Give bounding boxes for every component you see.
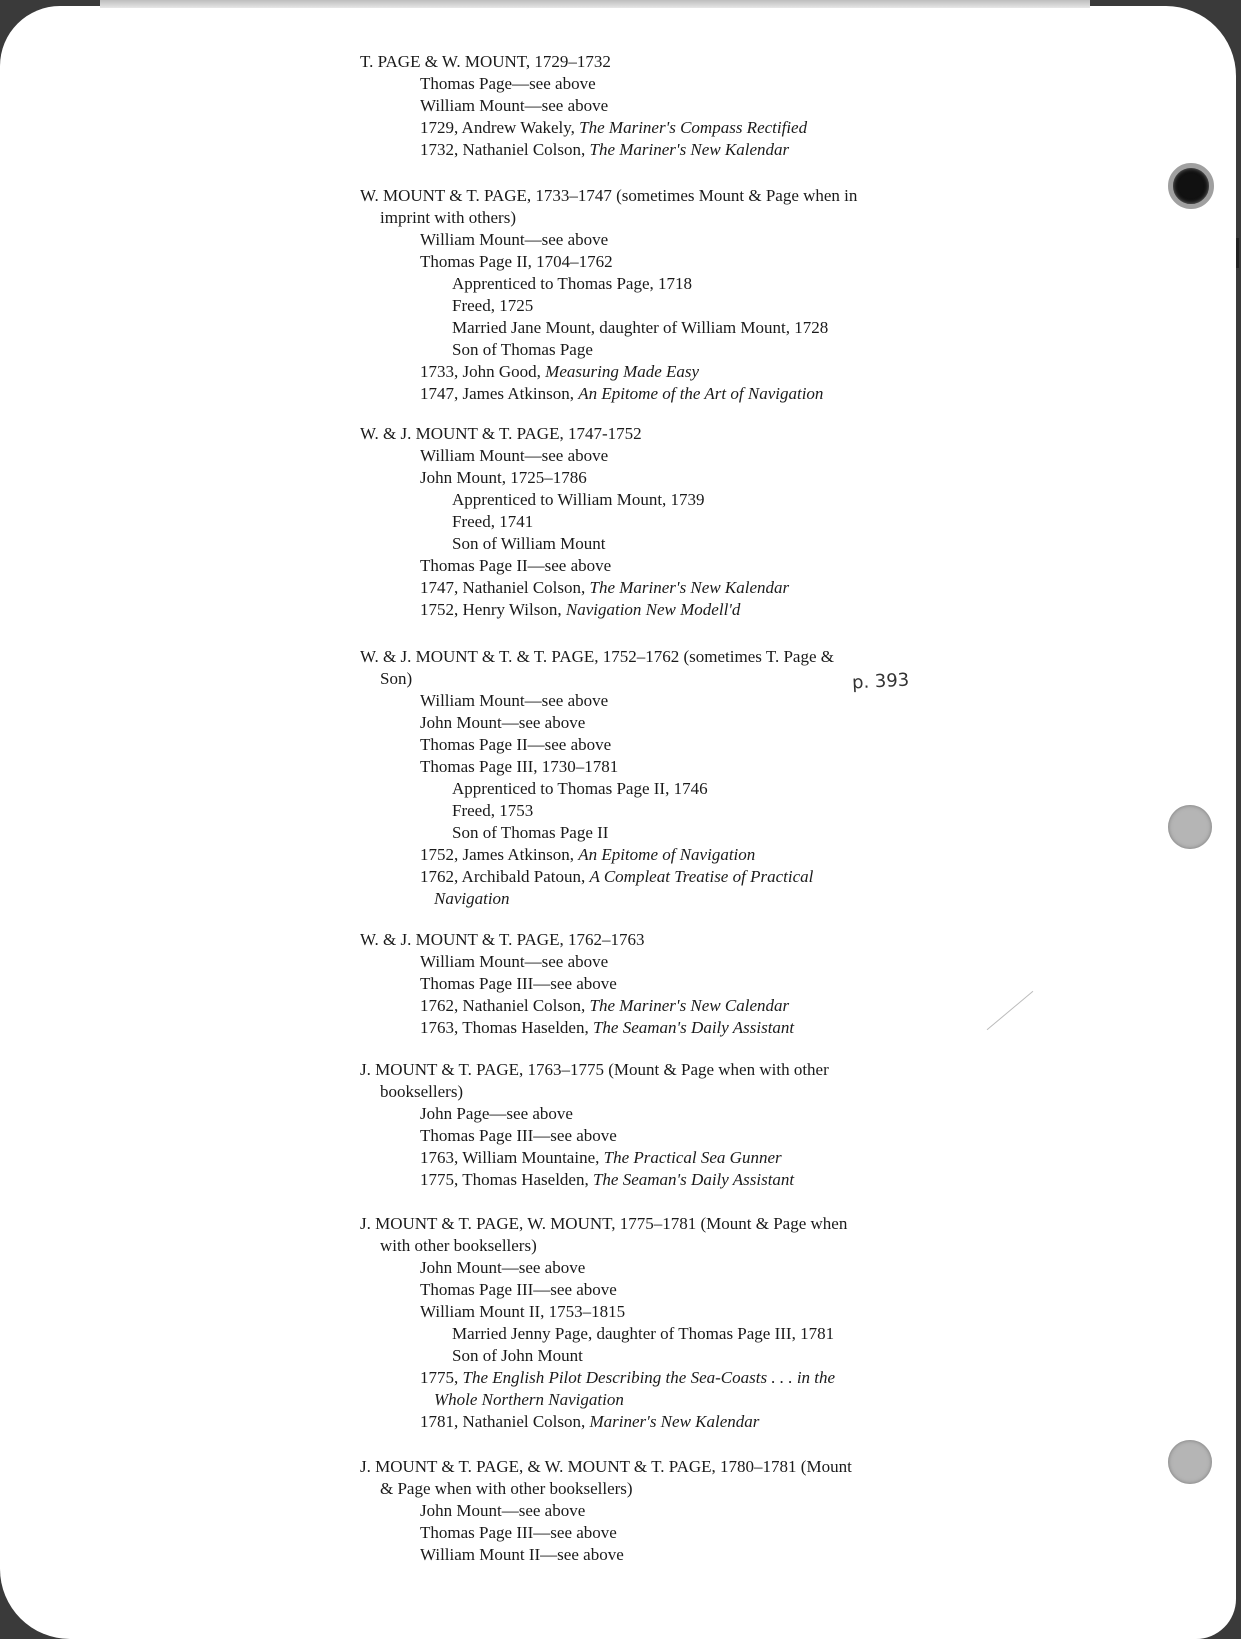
book-title: Navigation New Modell'd xyxy=(565,600,741,619)
line-text: Married Jenny Page, daughter of Thomas Page III, 1781 xyxy=(452,1324,835,1343)
entry-line xyxy=(452,1324,834,1344)
entry-line xyxy=(452,318,828,338)
line-text: William Mount—see above xyxy=(420,230,609,249)
book-title: A Compleat Treatise of Practical xyxy=(589,867,814,886)
book-title: Mariner's New Kalendar xyxy=(589,1412,760,1431)
book-title: An Epitome of the Art of Navigation xyxy=(578,384,824,403)
line-text: W. & J. MOUNT & T. PAGE, 1747-1752 xyxy=(360,424,642,443)
line-text: Son of William Mount xyxy=(452,534,606,553)
entry-line xyxy=(420,1302,625,1322)
entry-line xyxy=(420,556,611,576)
line-text: T. PAGE & W. MOUNT, 1729–1732 xyxy=(360,52,611,71)
line-text: Son of Thomas Page xyxy=(452,340,593,359)
entry-line xyxy=(420,1148,782,1168)
line-text: 1732, Nathaniel Colson, xyxy=(420,140,590,159)
line-text: William Mount—see above xyxy=(420,691,609,710)
line-text: Son of Thomas Page II xyxy=(452,823,609,842)
entry-line xyxy=(420,867,813,887)
entry-line xyxy=(420,1126,617,1146)
entry-line xyxy=(420,1280,617,1300)
line-text: Thomas Page III—see above xyxy=(420,1126,617,1145)
line-text: William Mount II, 1753–1815 xyxy=(420,1302,626,1321)
entry-line xyxy=(420,974,617,994)
entry-line xyxy=(420,1545,624,1565)
punch-hole-middle xyxy=(1168,805,1212,849)
line-text: Apprenticed to Thomas Page, 1718 xyxy=(452,274,693,293)
line-text: John Mount—see above xyxy=(420,713,586,732)
entry-line xyxy=(452,1346,583,1366)
line-text: William Mount—see above xyxy=(420,952,609,971)
entry-heading xyxy=(360,1457,852,1477)
line-text: William Mount II—see above xyxy=(420,1545,624,1564)
book-title: An Epitome of Navigation xyxy=(578,845,756,864)
entry-line xyxy=(420,384,823,404)
entry-heading xyxy=(360,52,611,72)
entry-line xyxy=(452,534,605,554)
line-text: William Mount—see above xyxy=(420,96,609,115)
entry-line xyxy=(420,713,585,733)
line-text: W. MOUNT & T. PAGE, 1733–1747 (sometimes Mount & Page when in xyxy=(360,186,858,205)
book-title: The Mariner's New Kalendar xyxy=(589,578,790,597)
entry-heading xyxy=(360,424,642,444)
line-text: 1733, John Good, xyxy=(420,362,546,381)
line-text: Freed, 1753 xyxy=(452,801,534,820)
entry-line xyxy=(420,74,596,94)
entry-line xyxy=(420,578,789,598)
line-text: Thomas Page II—see above xyxy=(420,735,612,754)
entry-line xyxy=(420,252,613,272)
line-text: Thomas Page III—see above xyxy=(420,1523,617,1542)
line-text: John Page—see above xyxy=(420,1104,573,1123)
line-text: 1781, Nathaniel Colson, xyxy=(420,1412,590,1431)
entry-line xyxy=(380,208,516,228)
entry-line xyxy=(420,952,608,972)
line-text: Freed, 1741 xyxy=(452,512,534,531)
entry-line xyxy=(420,1104,573,1124)
book-title: The Seaman's Daily Assistant xyxy=(592,1018,795,1037)
line-text: Thomas Page III—see above xyxy=(420,974,617,993)
entry-line xyxy=(420,362,699,382)
line-text: Thomas Page III, 1730–1781 xyxy=(420,757,619,776)
entry-line xyxy=(452,340,593,360)
line-text: John Mount, 1725–1786 xyxy=(420,468,587,487)
book-title: The Mariner's New Kalendar xyxy=(589,140,790,159)
line-text: imprint with others) xyxy=(380,208,516,227)
entry-line xyxy=(380,1082,463,1102)
book-title: The Mariner's Compass Rectified xyxy=(579,118,808,137)
entry-line xyxy=(420,996,789,1016)
entry-line xyxy=(420,1501,585,1521)
line-text: 1747, Nathaniel Colson, xyxy=(420,578,590,597)
line-text: Apprenticed to William Mount, 1739 xyxy=(452,490,705,509)
entry-line xyxy=(420,1258,585,1278)
line-text: Freed, 1725 xyxy=(452,296,534,315)
entry-line xyxy=(420,230,608,250)
entry-line xyxy=(452,823,608,843)
line-text: Thomas Page—see above xyxy=(420,74,596,93)
line-text: 1763, Thomas Haselden, xyxy=(420,1018,593,1037)
entry-line xyxy=(452,296,533,316)
punch-hole-bottom xyxy=(1168,1440,1212,1484)
top-edge-strip xyxy=(100,0,1090,8)
entry-heading xyxy=(360,930,644,950)
entry-line xyxy=(420,1170,794,1190)
entry-line xyxy=(420,1018,794,1038)
entry-line xyxy=(420,468,587,488)
entry-line xyxy=(380,1479,633,1499)
line-text: booksellers) xyxy=(380,1082,464,1101)
line-text: J. MOUNT & T. PAGE, & W. MOUNT & T. PAGE, 1780–1781 (Mount xyxy=(360,1457,852,1476)
book-title: Measuring Made Easy xyxy=(545,362,700,381)
entry-line xyxy=(380,669,412,689)
entry-line xyxy=(434,889,510,909)
line-text: Thomas Page III—see above xyxy=(420,1280,617,1299)
line-text: John Mount—see above xyxy=(420,1501,586,1520)
entry-line xyxy=(420,446,608,466)
entry-line xyxy=(420,845,755,865)
line-text: with other booksellers) xyxy=(380,1236,537,1255)
entry-line xyxy=(420,600,740,620)
line-text: 1775, xyxy=(420,1368,463,1387)
line-text: Apprenticed to Thomas Page II, 1746 xyxy=(452,779,708,798)
line-text: 1752, James Atkinson, xyxy=(420,845,579,864)
book-title: Whole Northern Navigation xyxy=(434,1390,624,1409)
entry-heading xyxy=(360,186,857,206)
line-text: J. MOUNT & T. PAGE, W. MOUNT, 1775–1781 (Mount & Page when xyxy=(360,1214,848,1233)
line-text: W. & J. MOUNT & T. & T. PAGE, 1752–1762 (sometimes T. Page & xyxy=(360,647,834,666)
entry-line xyxy=(452,779,708,799)
entry-line xyxy=(420,1523,617,1543)
entry-line xyxy=(452,801,533,821)
entry-line xyxy=(420,96,608,116)
line-text: 1762, Archibald Patoun, xyxy=(420,867,590,886)
entry-line xyxy=(420,691,608,711)
line-text: 1775, Thomas Haselden, xyxy=(420,1170,593,1189)
entry-line xyxy=(420,1412,759,1432)
entry-line xyxy=(420,1368,835,1388)
entry-heading xyxy=(360,647,834,667)
book-title: The Seaman's Daily Assistant xyxy=(592,1170,795,1189)
line-text: W. & J. MOUNT & T. PAGE, 1762–1763 xyxy=(360,930,645,949)
book-title: The Mariner's New Calendar xyxy=(589,996,790,1015)
entry-line xyxy=(452,512,533,532)
line-text: Son) xyxy=(380,669,413,688)
page-edge-mark xyxy=(1236,238,1239,268)
line-text: Thomas Page II—see above xyxy=(420,556,612,575)
line-text: Thomas Page II, 1704–1762 xyxy=(420,252,613,271)
entry-line xyxy=(452,490,705,510)
handwritten-page-note: p. 393 xyxy=(851,669,910,694)
entry-heading xyxy=(360,1214,847,1234)
entry-line xyxy=(420,118,807,138)
punch-hole-top xyxy=(1168,163,1214,209)
line-text: 1763, William Mountaine, xyxy=(420,1148,604,1167)
line-text: John Mount—see above xyxy=(420,1258,586,1277)
entry-line xyxy=(380,1236,537,1256)
entry-line xyxy=(434,1390,624,1410)
entry-line xyxy=(420,140,789,160)
line-text: J. MOUNT & T. PAGE, 1763–1775 (Mount & Page when with other xyxy=(360,1060,829,1079)
line-text: 1747, James Atkinson, xyxy=(420,384,579,403)
entry-line xyxy=(420,757,618,777)
entry-line xyxy=(452,274,692,294)
book-title: The English Pilot Describing the Sea-Coasts . . . in the xyxy=(462,1368,836,1387)
line-text: Son of John Mount xyxy=(452,1346,583,1365)
line-text: 1762, Nathaniel Colson, xyxy=(420,996,590,1015)
book-title: Navigation xyxy=(434,889,510,908)
line-text: 1729, Andrew Wakely, xyxy=(420,118,580,137)
entry-line xyxy=(420,735,611,755)
line-text: William Mount—see above xyxy=(420,446,609,465)
book-title: The Practical Sea Gunner xyxy=(603,1148,782,1167)
entry-heading xyxy=(360,1060,829,1080)
line-text: & Page when with other booksellers) xyxy=(380,1479,633,1498)
line-text: 1752, Henry Wilson, xyxy=(420,600,566,619)
line-text: Married Jane Mount, daughter of William Mount, 1728 xyxy=(452,318,829,337)
